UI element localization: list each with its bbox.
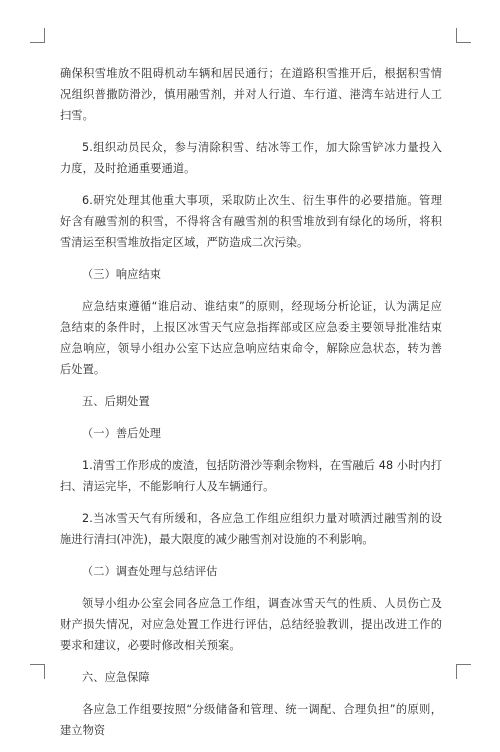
- paragraph-continuation: 确保积雪堆放不阻碍机动车辆和居民通行；在道路积雪推开后，根据积雪情况组织普撒防滑沙，慎用融雪剂，并对人行道、车行道、港湾车站进行人工扫雪。: [60, 67, 442, 122]
- section-heading-response-end: （三）响应结束: [82, 268, 162, 281]
- crop-mark-top-right: [456, 28, 471, 43]
- section-heading-cleanup: （一）善后处理: [82, 427, 162, 440]
- paragraph-cleanup-1: 1.清雪工作形成的废渣，包括防滑沙等剩余物料，在雪融后 48 小时内打扫、清运完毕，不能影响行人及车辆通行。: [60, 459, 442, 493]
- paragraph-item-6: 6.研究处理其他重大事项，采取防止次生、衍生事件的必要措施。管理好含有融雪剂的积雪，不得将含有融雪剂的积雪堆放到有绿化的场所，将积雪清运至积雪堆放指定区域，严防造成二次污染。: [60, 194, 442, 249]
- section-heading-investigation: （二）调查处理与总结评估: [82, 565, 218, 578]
- document-body: [60, 63, 442, 752]
- crop-mark-top-left: [30, 28, 45, 43]
- paragraph-cleanup-2: 2.当冰雪天气有所缓和，各应急工作组应组织力量对喷洒过融雪剂的设施进行清扫(冲洗)，最大限度的减少融雪剂对设施的不利影响。: [60, 512, 442, 546]
- paragraph-response-end: 应急结束遵循“谁启动、谁结束”的原则，经现场分析论证，认为满足应急结束的条件时，上报区冰雪天气应急指挥部或区应急委主要领导批准结束应急响应，领导小组办公室下达应急响应结束命令，解除应急状态，转为善后处置。: [60, 300, 442, 376]
- crop-mark-bottom-left: [30, 664, 45, 679]
- crop-mark-bottom-right: [456, 664, 471, 679]
- paragraph-investigation: 领导小组办公室会同各应急工作组，调查冰雪天气的性质、人员伤亡及财产损失情况，对应急处置工作进行评估，总结经验教训，提出改进工作的要求和建议，必要时修改相关预案。: [60, 597, 442, 652]
- paragraph-item-5: 5.组织动员民众，参与清除积雪、结冰等工作，加大除雪铲冰力量投入力度，及时抢通重要通道。: [60, 141, 442, 175]
- paragraph-support: 各应急工作组要按照“分级储备和管理、统一调配、合理负担”的原则，建立物资: [60, 703, 442, 737]
- section-heading-aftermath: 五、后期处置: [82, 395, 150, 408]
- section-heading-support: 六、应急保障: [82, 671, 150, 684]
